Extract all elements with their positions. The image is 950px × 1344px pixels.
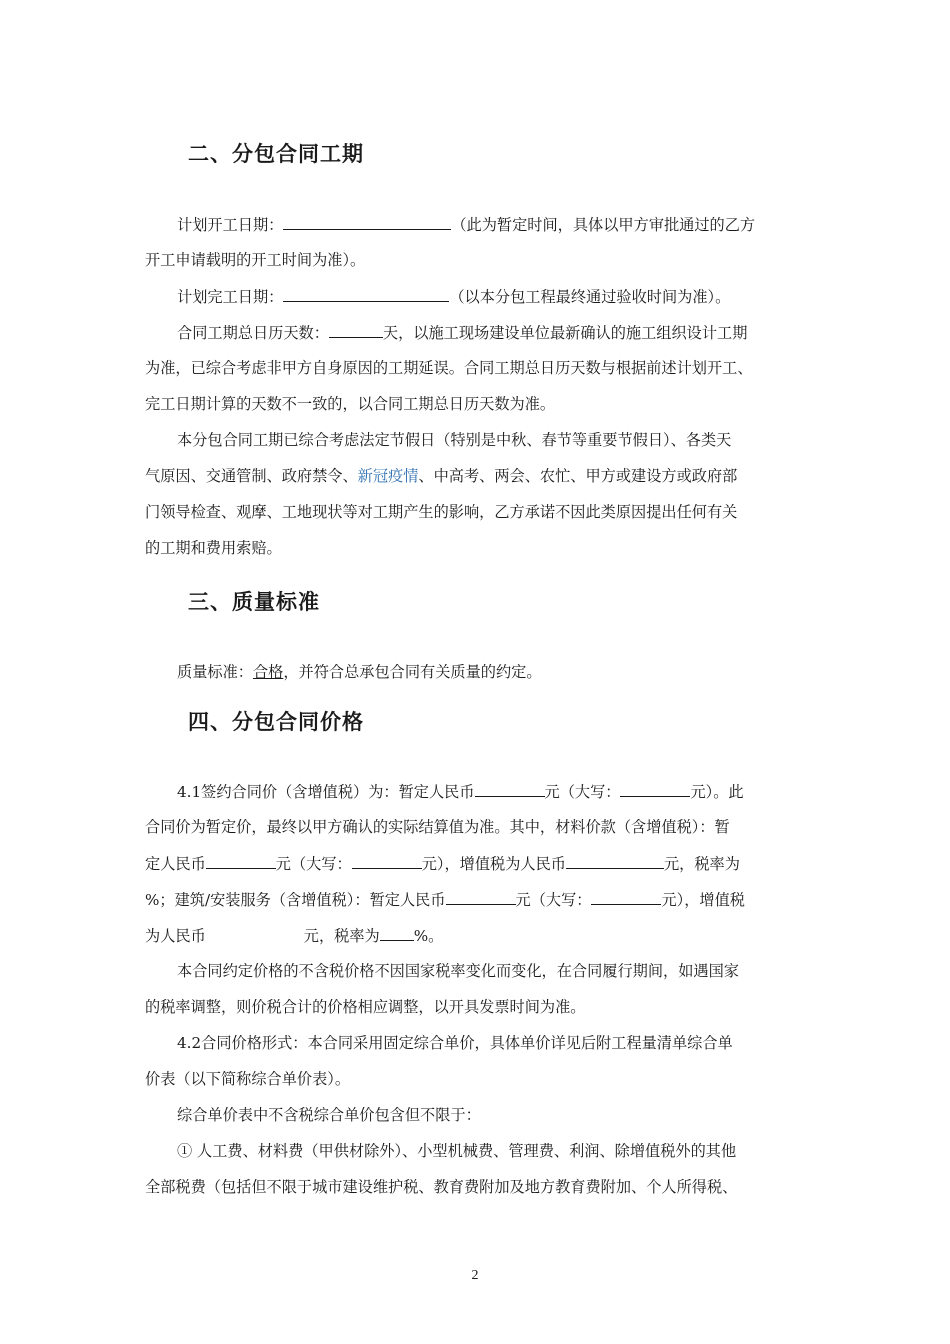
price-blank (566, 853, 664, 869)
price-text: %。 (413, 927, 444, 945)
unit-price-intro: 综合单价表中不含税综合单价包含但不限于： (177, 1106, 481, 1124)
holiday-para-2 (145, 466, 825, 486)
price-form-1: 4.2合同价格形式：本合同采用固定综合单价，具体单价详见后附工程量清单综合单 (177, 1034, 733, 1052)
holiday-text-a: 气原因、交通管制、政府禁令、 (145, 467, 358, 485)
price-text: 定人民币 (145, 855, 206, 873)
holiday-para-1: 本分包合同工期已综合考虑法定节假日（特别是中秋、春节等重要节假日）、各类天 (177, 431, 732, 449)
price-text: 元，税率为 (303, 927, 380, 945)
quality-line (177, 662, 857, 682)
page-number: 2 (471, 1268, 479, 1283)
unit-price-item-1: ① 人工费、材料费（甲供材除外）、小型机械费、管理费、利润、除增值税外的其他 (177, 1142, 737, 1160)
section-4-title: 四、分包合同价格 (188, 710, 364, 734)
planned-start-label: 计划开工日期： (177, 216, 284, 234)
price-text: 元，税率为 (663, 855, 740, 873)
price-form-2: 价表（以下简称综合单价表）。 (145, 1070, 351, 1088)
unit-price-item-1-cont: 全部税费（包括但不限于城市建设维护税、教育费附加及地方教育费附加、个人所得税、 (145, 1178, 738, 1196)
covid-link[interactable]: 新冠疫情 (357, 467, 419, 485)
price-line-2: 合同价为暂定价，最终以甲方确认的实际结算值为准。其中，材料价款（含增值税）：暂 (145, 818, 730, 836)
price-blank (206, 853, 276, 869)
price-blank (591, 889, 661, 905)
price-text: 元），增值税为人民币 (421, 855, 566, 873)
tax-para-1: 本合同约定价格的不含税价格不因国家税率变化而变化，在合同履行期间，如遇国家 (177, 962, 739, 980)
planned-start-note: （此为暂定时间，具体以甲方审批通过的乙方 (451, 216, 756, 234)
tax-para-2: 的税率调整，则价税合计的价格相应调整，以开具发票时间为准。 (145, 998, 586, 1016)
total-days-text: 天，以施工现场建设单位最新确认的施工组织设计工期 (382, 324, 748, 342)
price-line-5 (145, 925, 825, 946)
price-blank (446, 889, 516, 905)
price-blank (380, 925, 414, 941)
holiday-para-4: 的工期和费用索赔。 (145, 539, 282, 557)
planned-start-note-cont: 开工申请载明的开工时间为准）。 (145, 251, 366, 269)
planned-start-blank (283, 214, 451, 230)
section-3-title: 三、质量标准 (188, 590, 320, 614)
total-days-label: 合同工期总日历天数： (177, 324, 329, 342)
planned-end-label: 计划完工日期： (177, 288, 284, 306)
planned-end-note: （以本分包工程最终通过验收时间为准）。 (449, 288, 731, 306)
total-days-blank (329, 322, 383, 338)
total-days-cont-2: 完工日期计算的天数不一致的，以合同工期总日历天数为准。 (145, 395, 556, 413)
holiday-para-3: 门领导检查、观摩、工地现状等对工期产生的影响，乙方承诺不因此类原因提出任何有关 (145, 503, 738, 521)
planned-end-line (177, 286, 857, 307)
price-line-1 (177, 781, 857, 802)
planned-start-line (177, 214, 857, 235)
total-days-line (177, 322, 857, 343)
price-text: 4.1签约合同价（含增值税）为：暂定人民币 (177, 783, 475, 801)
price-text: 为人民币 (145, 927, 206, 945)
section-2-title: 二、分包合同工期 (188, 142, 364, 166)
price-text: %；建筑/安装服务（含增值税）：暂定人民币 (145, 891, 446, 909)
price-line-4 (145, 889, 825, 910)
total-days-cont-1: 为准，已综合考虑非甲方自身原因的工期延误。合同工期总日历天数与根据前述计划开工、 (145, 359, 753, 377)
price-text: 元）。此 (690, 783, 744, 801)
price-line-3 (145, 853, 825, 874)
price-text: 元（大写： (275, 855, 352, 873)
planned-end-blank (283, 286, 449, 302)
quality-rest: ，并符合总承包合同有关质量的约定。 (283, 663, 542, 681)
price-blank (352, 853, 422, 869)
quality-label: 质量标准： (177, 663, 253, 681)
quality-value: 合格 (252, 663, 284, 681)
price-blank (475, 781, 545, 797)
price-text: 元（大写： (515, 891, 592, 909)
holiday-text-b: 、中高考、两会、农忙、甲方或建设方或政府部 (418, 467, 738, 485)
price-text: 元（大写： (544, 783, 621, 801)
price-blank (620, 781, 690, 797)
price-text: 元），增值税 (661, 891, 745, 909)
